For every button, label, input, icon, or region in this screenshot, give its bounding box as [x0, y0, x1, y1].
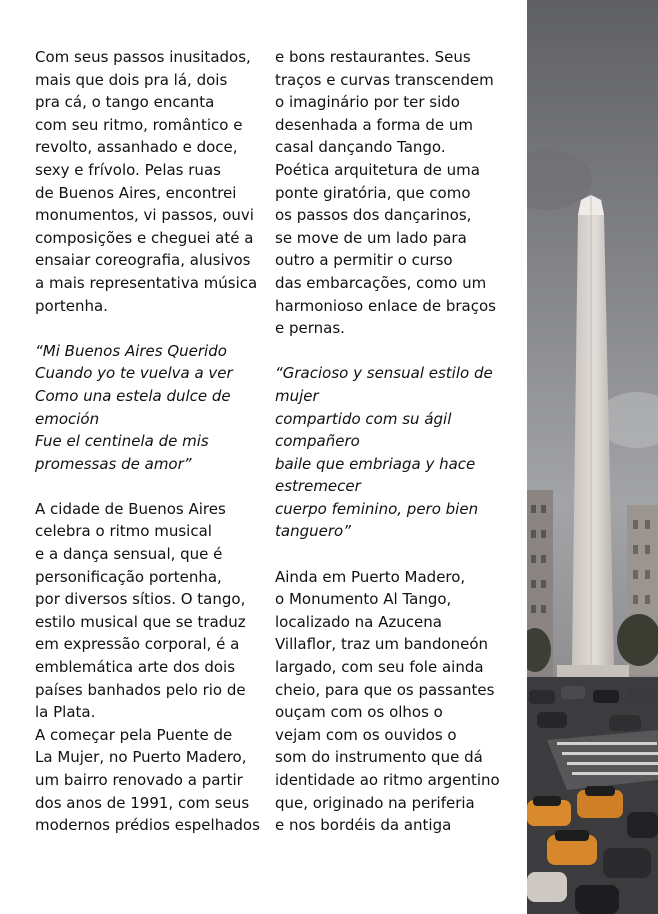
- text-line: monumentos, vi passos, ouvi: [35, 206, 254, 225]
- text-line: ponte giratória, que como: [275, 183, 471, 202]
- text-line: outro a permitir o curso: [275, 251, 453, 270]
- paragraph-cidade: [35, 498, 271, 724]
- paragraph-tango-intro: [35, 46, 271, 317]
- text-line: celebra o ritmo musical: [35, 522, 212, 541]
- text-line: sexy e frívolo. Pelas ruas: [35, 160, 221, 179]
- text-line: Como una estela dulce de: [35, 386, 231, 405]
- quote-gracioso: [275, 362, 521, 543]
- paragraph-ponte: [275, 46, 521, 340]
- text-line: harmonioso enlace de braços: [275, 296, 496, 315]
- text-line: promessas de amor”: [35, 454, 192, 473]
- text-line: pra cá, o tango encanta: [35, 93, 215, 112]
- text-line: compañero: [275, 432, 360, 451]
- text-line: A cidade de Buenos Aires: [35, 499, 226, 518]
- text-line: o Monumento Al Tango,: [275, 590, 452, 609]
- text-line: Cuando yo te vuelva a ver: [35, 364, 233, 383]
- text-line: com seu ritmo, romântico e: [35, 115, 243, 134]
- text-line: cuerpo feminino, pero bien: [275, 499, 479, 518]
- text-line: de Buenos Aires, encontrei: [35, 183, 237, 202]
- text-line: o imaginário por ter sido: [275, 93, 460, 112]
- text-line: dos anos de 1991, com seus: [35, 793, 250, 812]
- text-line: som do instrumento que dá: [275, 748, 483, 767]
- text-line: baile que embriaga y hace: [275, 454, 476, 473]
- text-line: personificação portenha,: [35, 567, 222, 586]
- text-line: e a dança sensual, que é: [35, 545, 223, 564]
- text-line: estremecer: [275, 477, 361, 496]
- text-line: composições e cheguei até a: [35, 228, 254, 247]
- text-line: compartido com su ágil: [275, 409, 452, 428]
- text-line: estilo musical que se traduz: [35, 612, 246, 631]
- text-line: “Mi Buenos Aires Querido: [35, 341, 227, 360]
- text-line: la Plata.: [35, 703, 96, 722]
- text-line: identidade ao ritmo argentino: [275, 771, 500, 789]
- text-line: localizado na Azucena: [275, 612, 442, 631]
- text-line: revolto, assanhado e doce,: [35, 138, 238, 157]
- text-line: ouçam com os olhos o: [275, 703, 443, 722]
- text-line: em expressão corporal, é a: [35, 635, 240, 654]
- text-line: modernos prédios espelhados: [35, 816, 260, 835]
- paragraph-monumento: [275, 566, 521, 837]
- text-line: mujer: [275, 386, 319, 405]
- left-text-column: [35, 46, 271, 837]
- text-line: Fue el centinela de mis: [35, 432, 209, 451]
- text-line: largado, com seu fole ainda: [275, 658, 484, 677]
- text-line: se move de um lado para: [275, 228, 467, 247]
- text-line: “Gracioso y sensual estilo de: [275, 364, 493, 383]
- text-line: e bons restaurantes. Seus: [275, 48, 471, 66]
- text-line: traços e curvas transcendem: [275, 70, 494, 89]
- text-line: e nos bordéis da antiga: [275, 816, 452, 835]
- text-line: La Mujer, no Puerto Madero,: [35, 748, 247, 767]
- text-line: A começar pela Puente de: [35, 725, 233, 744]
- text-line: das embarcações, como um: [275, 273, 487, 292]
- text-line: por diversos sítios. O tango,: [35, 590, 246, 609]
- text-line: Ainda em Puerto Madero,: [275, 567, 466, 586]
- text-line: portenha.: [35, 296, 108, 315]
- text-line: ensaiar coreografia, alusivos: [35, 251, 251, 270]
- text-line: Poética arquitetura de uma: [275, 160, 480, 179]
- text-line: vejam com os ouvidos o: [275, 725, 457, 744]
- text-line: que, originado na periferia: [275, 793, 475, 812]
- text-line: tanguero”: [275, 522, 351, 541]
- paragraph-puente: [35, 724, 271, 837]
- text-line: os passos dos dançarinos,: [275, 206, 472, 225]
- text-line: mais que dois pra lá, dois: [35, 70, 228, 89]
- text-line: países banhados pelo rio de: [35, 680, 246, 699]
- text-line: desenhada a forma de um: [275, 115, 474, 134]
- text-line: emblemática arte dos dois: [35, 658, 236, 677]
- text-line: Villaflor, traz um bandoneón: [275, 635, 489, 654]
- text-line: casal dançando Tango.: [275, 138, 446, 157]
- text-line: e pernas.: [275, 319, 345, 338]
- text-line: a mais representativa música: [35, 273, 258, 292]
- text-line: cheio, para que os passantes: [275, 680, 495, 699]
- quote-mi-buenos-aires: [35, 340, 271, 476]
- obelisk-photo: [527, 0, 658, 914]
- text-line: Com seus passos inusitados,: [35, 48, 251, 66]
- right-text-column: [275, 46, 521, 837]
- text-line: emoción: [35, 409, 100, 428]
- text-line: um bairro renovado a partir: [35, 771, 243, 789]
